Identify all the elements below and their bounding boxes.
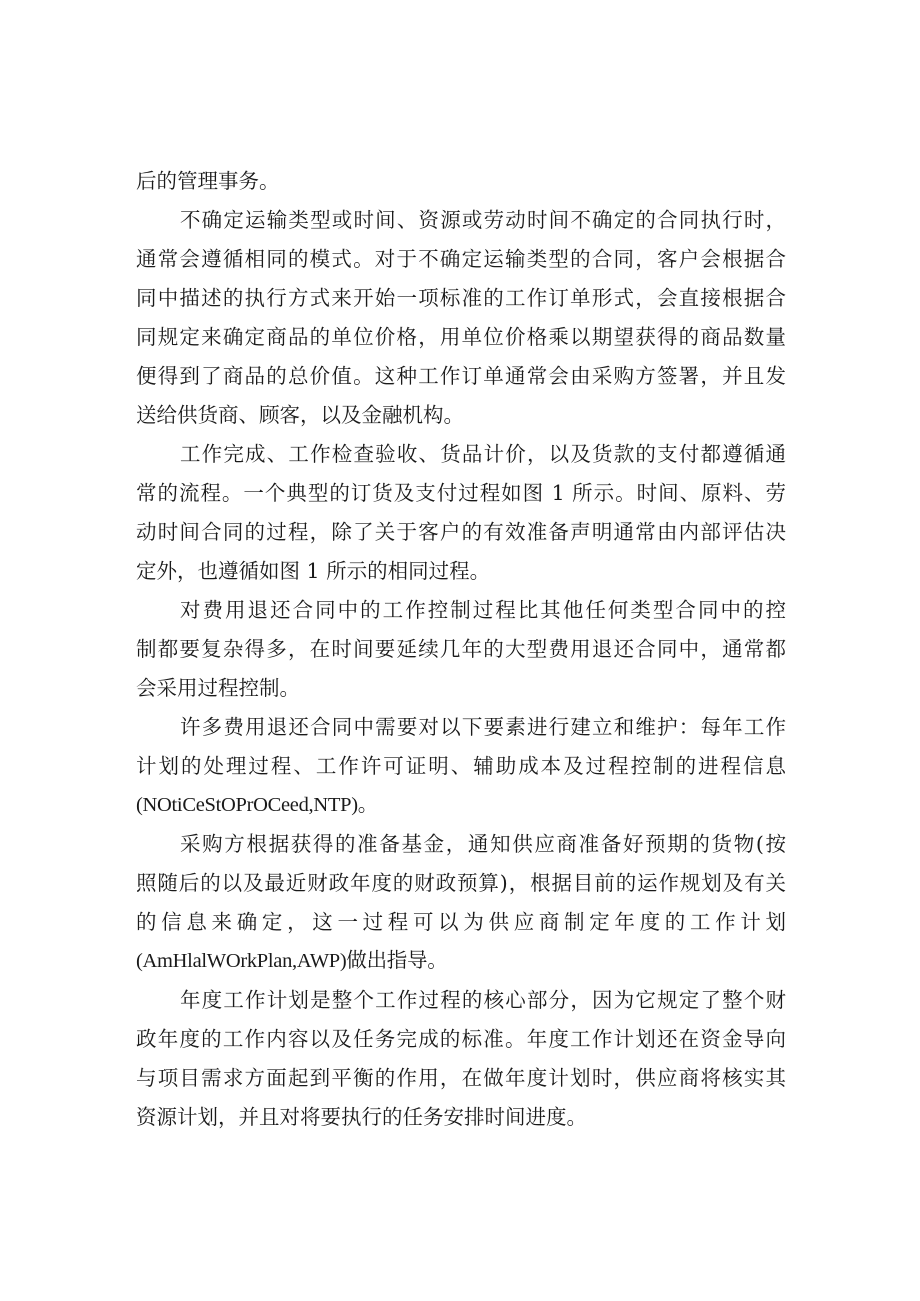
text-line: 的信息来确定，这一过程可以为供应商制定年度的工作计划 [136, 910, 786, 934]
text-line: 制都要复杂得多，在时间要延续几年的大型费用退还合同中，通常都 [136, 637, 786, 661]
text-line: 对费用退还合同中的工作控制过程比其他任何类型合同中的控 [180, 598, 786, 622]
text-line: 许多费用退还合同中需要对以下要素进行建立和维护：每年工作 [180, 715, 786, 739]
text-line: (AmHlalWOrkPlan,AWP)做出指导。 [136, 950, 448, 972]
text-line: 定外，也遵循如图 1 所示的相同过程。 [136, 559, 491, 583]
text-line: 照随后的以及最近财政年度的财政预算)，根据目前的运作规划及有关 [136, 871, 786, 895]
text-line: 不确定运输类型或时间、资源或劳动时间不确定的合同执行时， [180, 208, 786, 232]
text-line: 年度工作计划是整个工作过程的核心部分，因为它规定了整个财 [180, 988, 786, 1012]
text-line: 后的管理事务。 [136, 169, 280, 193]
text-line: 同中描述的执行方式来开始一项标准的工作订单形式，会直接根据合 [136, 286, 786, 310]
text-line: 会采用过程控制。 [136, 676, 300, 700]
text-line: (NOtiCeStOPrOCeed,NTP)。 [136, 794, 378, 816]
text-line: 政年度的工作内容以及任务完成的标准。年度工作计划还在资金导向 [136, 1027, 786, 1051]
text-line: 常的流程。一个典型的订货及支付过程如图 1 所示。时间、原料、劳 [136, 481, 786, 505]
text-line: 采购方根据获得的准备基金，通知供应商准备好预期的货物(按 [180, 832, 786, 856]
text-line: 与项目需求方面起到平衡的作用，在做年度计划时，供应商将核实其 [136, 1066, 786, 1090]
text-line: 便得到了商品的总价值。这种工作订单通常会由采购方签署，并且发 [136, 364, 786, 388]
text-line: 同规定来确定商品的单位价格，用单位价格乘以期望获得的商品数量 [136, 325, 786, 349]
text-line: 动时间合同的过程，除了关于客户的有效准备声明通常由内部评估决 [136, 520, 786, 544]
text-line: 送给供货商、顾客，以及金融机构。 [136, 403, 464, 427]
text-line: 工作完成、工作检查验收、货品计价，以及货款的支付都遵循通 [180, 442, 786, 466]
text-line: 通常会遵循相同的模式。对于不确定运输类型的合同，客户会根据合 [136, 247, 786, 271]
text-line: 资源计划，并且对将要执行的任务安排时间进度。 [136, 1105, 587, 1129]
text-line: 计划的处理过程、工作许可证明、辅助成本及过程控制的进程信息 [136, 754, 786, 778]
